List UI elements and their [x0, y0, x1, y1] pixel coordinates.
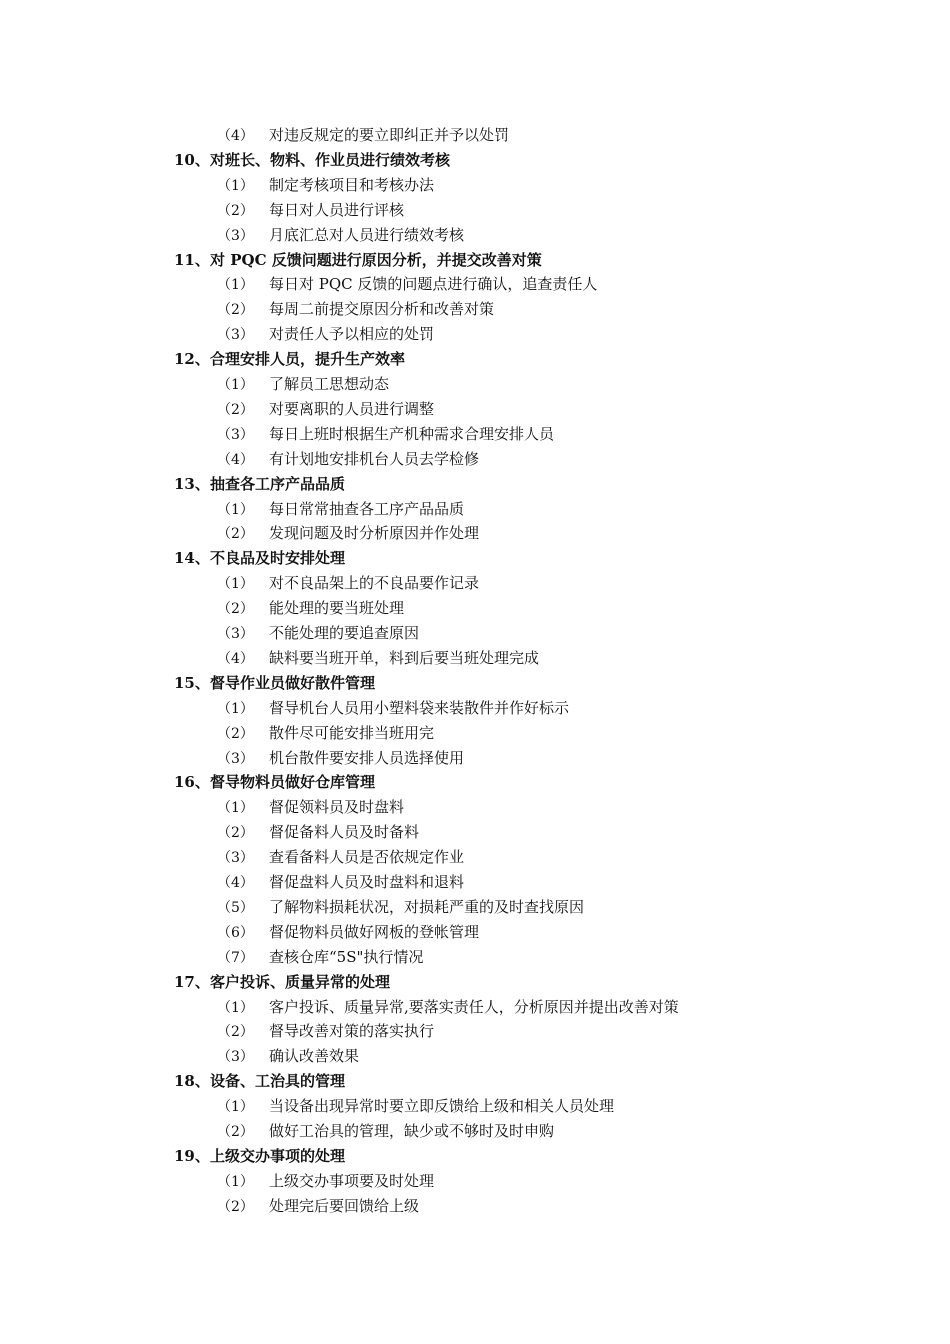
- item-marker: （2）: [217, 1024, 254, 1041]
- item-marker: （1）: [217, 277, 254, 294]
- section-number: 13、: [174, 474, 210, 493]
- item-text: 每日常常抽查各工序产品品质: [269, 499, 465, 518]
- section-title: 对班长、物料、作业员进行绩效考核: [210, 150, 451, 169]
- item-text: 查看备料人员是否依规定作业: [269, 848, 465, 867]
- item-text: 缺料要当班开单，料到后要当班处理完成: [269, 648, 540, 667]
- item-marker: （6）: [217, 924, 254, 941]
- item-text: 上级交办事项要及时处理: [269, 1171, 435, 1190]
- section-number: 10、: [174, 150, 210, 169]
- item-marker: （1）: [217, 576, 254, 593]
- item-marker: （2）: [217, 601, 254, 618]
- list-item: [217, 223, 464, 248]
- item-marker: （1）: [217, 501, 254, 518]
- item-marker: （3）: [217, 227, 254, 244]
- section-title: 抽查各工序产品品质: [210, 474, 346, 493]
- list-item: [217, 422, 554, 447]
- section-number: 15、: [174, 673, 210, 692]
- section-heading: [174, 770, 375, 795]
- item-marker: （3）: [217, 426, 254, 443]
- item-marker: （4）: [217, 451, 254, 468]
- item-text: 了解员工思想动态: [269, 375, 390, 393]
- list-item: [217, 721, 434, 746]
- section-number: 18、: [174, 1072, 210, 1091]
- list-item: [217, 372, 389, 397]
- section-heading: [174, 1144, 345, 1169]
- item-marker: （4）: [217, 128, 254, 144]
- list-item: [217, 1169, 434, 1194]
- item-text: 不能处理的要追查原因: [269, 624, 420, 642]
- item-text: 客户投诉、质量异常,要落实责任人，分析原因并提出改善对策: [269, 997, 679, 1016]
- section-heading: [174, 671, 375, 696]
- item-marker: （3）: [217, 850, 254, 867]
- item-text: 制定考核项目和考核办法: [269, 175, 435, 194]
- section-title: 督导作业员做好散件管理: [210, 673, 376, 692]
- section-number: 16、: [174, 773, 210, 792]
- item-text: 当设备出现异常时要立即反馈给上级和相关人员处理: [269, 1097, 615, 1116]
- list-item: [217, 696, 569, 721]
- item-text: 督导机台人员用小塑料袋来装散件并作好标示: [269, 698, 570, 717]
- list-item: [217, 297, 494, 322]
- list-item: [217, 920, 479, 945]
- item-text: 散件尽可能安排当班用完: [269, 723, 435, 742]
- list-item: [217, 1044, 359, 1069]
- list-item: [217, 870, 464, 895]
- item-marker: （4）: [217, 875, 254, 891]
- item-text: 确认改善效果: [269, 1047, 360, 1066]
- item-marker: （3）: [217, 1049, 254, 1066]
- item-text: 督导改善对策的落实执行: [269, 1022, 435, 1041]
- section-number: 14、: [174, 549, 210, 568]
- item-marker: （2）: [217, 302, 254, 319]
- item-marker: （2）: [217, 825, 254, 842]
- item-marker: （2）: [217, 1124, 254, 1140]
- item-marker: （2）: [217, 725, 254, 742]
- section-heading: [174, 970, 390, 995]
- item-text: 月底汇总对人员进行绩效考核: [269, 225, 465, 244]
- item-marker: （1）: [217, 1099, 254, 1116]
- list-item: [217, 397, 434, 422]
- section-title: 合理安排人员，提升生产效率: [210, 350, 406, 369]
- list-item: [217, 820, 419, 845]
- section-title: 设备、工治具的管理: [210, 1072, 346, 1091]
- item-text: 督促领料员及时盘料: [269, 798, 405, 817]
- item-marker: （2）: [217, 401, 254, 418]
- item-marker: （7）: [217, 949, 254, 966]
- item-marker: （1）: [217, 999, 254, 1016]
- item-text: 查核仓库“5S"执行情况: [269, 947, 424, 966]
- list-item: [217, 795, 404, 820]
- item-text: 对不良品架上的不良品要作记录: [269, 574, 480, 593]
- section-title: 对 PQC 反馈问题进行原因分析，并提交改善对策: [210, 250, 542, 269]
- list-item: [217, 272, 597, 297]
- item-text: 处理完后要回馈给上级: [269, 1196, 420, 1215]
- list-item: [217, 596, 404, 621]
- item-text: 督促物料员做好网板的登帐管理: [269, 922, 480, 941]
- list-item: [217, 497, 464, 522]
- item-marker: （1）: [217, 377, 254, 393]
- section-heading: [174, 148, 450, 173]
- list-item: [217, 646, 539, 671]
- item-text: 每周二前提交原因分析和改善对策: [269, 300, 495, 319]
- section-heading: [174, 546, 345, 571]
- item-marker: （2）: [217, 526, 254, 543]
- section-title: 督导物料员做好仓库管理: [210, 773, 376, 792]
- section-number: 11、: [174, 250, 210, 269]
- item-text: 能处理的要当班处理: [269, 599, 405, 618]
- list-item: [217, 173, 434, 198]
- item-text: 督促盘料人员及时盘料和退料: [269, 873, 465, 891]
- item-marker: （2）: [217, 1198, 254, 1215]
- list-item: [217, 1094, 614, 1119]
- item-text: 有计划地安排机台人员去学检修: [269, 449, 480, 468]
- item-marker: （2）: [217, 202, 254, 219]
- item-text: 对要离职的人员进行调整: [269, 399, 435, 418]
- item-text: 每日对 PQC 反馈的问题点进行确认，追查责任人: [269, 275, 598, 294]
- item-text: 督促备料人员及时备料: [269, 823, 420, 842]
- item-text: 机台散件要安排人员选择使用: [269, 748, 465, 767]
- section-number: 19、: [174, 1146, 210, 1165]
- item-text: 发现问题及时分析原因并作处理: [269, 524, 480, 543]
- item-marker: （1）: [217, 800, 254, 817]
- section-number: 12、: [174, 350, 210, 369]
- list-item: [217, 571, 479, 596]
- list-item: [217, 1119, 554, 1144]
- section-heading: [174, 347, 405, 372]
- section-title: 不良品及时安排处理: [210, 549, 346, 568]
- item-marker: （1）: [217, 1173, 254, 1190]
- item-marker: （1）: [217, 700, 254, 717]
- section-heading: [174, 1069, 345, 1094]
- section-title: 客户投诉、质量异常的处理: [210, 972, 391, 991]
- item-marker: （3）: [217, 327, 254, 344]
- item-text: 每日对人员进行评核: [269, 200, 405, 219]
- list-item: [217, 447, 479, 472]
- section-number: 17、: [174, 972, 210, 991]
- item-text: 对责任人予以相应的处罚: [269, 325, 435, 344]
- item-marker: （5）: [217, 899, 254, 916]
- list-item: [217, 845, 464, 870]
- list-item: [217, 945, 423, 970]
- item-marker: （4）: [217, 650, 254, 667]
- section-title: 上级交办事项的处理: [210, 1146, 346, 1165]
- list-item: [217, 895, 584, 920]
- list-item: [217, 198, 404, 223]
- item-text: 对违反规定的要立即纠正并予以处罚: [269, 126, 510, 144]
- item-marker: （3）: [217, 626, 254, 642]
- section-heading: [174, 248, 542, 273]
- list-item: [217, 621, 419, 646]
- list-item: [217, 322, 434, 347]
- list-item: [217, 521, 479, 546]
- item-text: 每日上班时根据生产机种需求合理安排人员: [269, 424, 555, 443]
- item-marker: （3）: [217, 750, 254, 767]
- list-item: [217, 746, 464, 771]
- list-item: [217, 1194, 419, 1219]
- item-text: 做好工治具的管理，缺少或不够时及时申购: [269, 1122, 555, 1140]
- list-item: [217, 123, 509, 148]
- item-text: 了解物料损耗状况，对损耗严重的及时查找原因: [269, 897, 585, 916]
- item-marker: （1）: [217, 177, 254, 194]
- list-item: [217, 1019, 434, 1044]
- section-heading: [174, 472, 345, 497]
- list-item: [217, 995, 679, 1020]
